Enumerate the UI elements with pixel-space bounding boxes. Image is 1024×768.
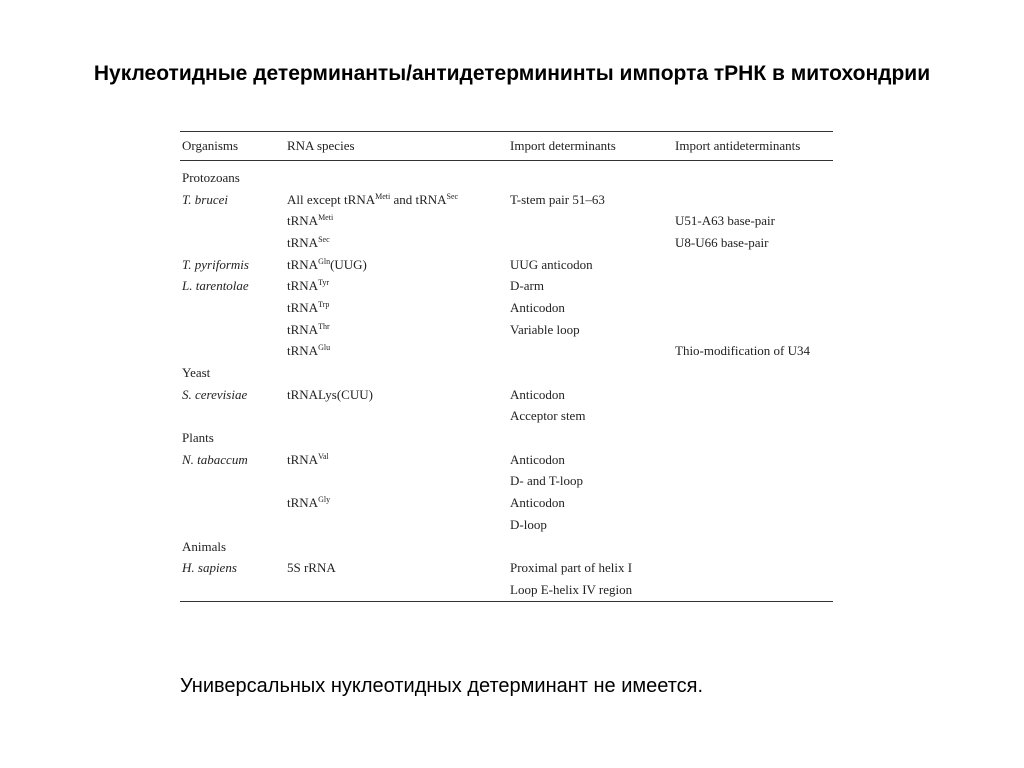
cell-rna-species	[285, 297, 508, 319]
rna-superscript: Val	[318, 451, 329, 461]
cell-import-antideterminant	[673, 579, 833, 601]
table-row	[180, 557, 833, 579]
cell-rna-species	[285, 406, 508, 428]
rna-text: and tRNA	[390, 191, 447, 207]
rna-text: tRNA	[287, 213, 319, 229]
cell-organism: S. cerevisiae	[182, 386, 248, 402]
cell-rna-species	[285, 189, 508, 211]
cell-import-determinant: Acceptor stem	[510, 408, 586, 424]
cell-organism: H. sapiens	[182, 560, 237, 576]
table-row	[180, 275, 833, 297]
cell-rna-species	[285, 210, 508, 232]
cell-organism	[180, 514, 285, 536]
cell-organism	[180, 492, 285, 514]
cell-organism	[180, 319, 285, 341]
cell-organism	[180, 341, 285, 363]
cell-import-determinant: UUG anticodon	[510, 256, 593, 272]
header-import-determinants: Import determinants	[510, 138, 616, 153]
table-row	[180, 427, 833, 449]
rna-text: tRNA	[287, 256, 319, 272]
cell-rna-species	[285, 557, 508, 579]
cell-import-antideterminant	[673, 471, 833, 493]
cell-organism: Plants	[182, 430, 214, 446]
cell-rna-species	[285, 427, 508, 449]
cell-rna-species	[285, 471, 508, 493]
cell-import-antideterminant	[673, 319, 833, 341]
rna-text: tRNA	[287, 278, 319, 294]
cell-import-determinant: T-stem pair 51–63	[510, 191, 605, 207]
cell-rna-species	[285, 492, 508, 514]
cell-import-antideterminant	[673, 449, 833, 471]
rna-superscript: Glu	[318, 343, 331, 353]
cell-organism: L. tarentolae	[182, 278, 249, 294]
cell-rna-species	[285, 514, 508, 536]
cell-rna-species	[285, 341, 508, 363]
rna-text: tRNA	[287, 234, 319, 250]
cell-import-antideterminant	[673, 536, 833, 558]
cell-rna-species	[285, 449, 508, 471]
cell-organism	[180, 232, 285, 254]
table-row	[180, 536, 833, 558]
cell-organism: Protozoans	[182, 169, 240, 185]
cell-import-determinant	[508, 232, 673, 254]
cell-organism: T. pyriformis	[182, 256, 249, 272]
rna-superscript: Gln	[318, 256, 331, 266]
cell-import-determinant: Variable loop	[510, 321, 580, 337]
cell-import-antideterminant	[673, 514, 833, 536]
cell-import-determinant: Anticodon	[510, 299, 565, 315]
cell-organism	[180, 579, 285, 601]
rna-text: All except tRNA	[287, 191, 376, 207]
rna-text: tRNALys(CUU)	[287, 386, 373, 402]
rna-text: tRNA	[287, 495, 319, 511]
table-body	[180, 161, 833, 602]
cell-rna-species	[285, 362, 508, 384]
table-row	[180, 579, 833, 601]
cell-rna-species	[285, 536, 508, 558]
cell-rna-species	[285, 161, 508, 189]
cell-import-antideterminant	[673, 297, 833, 319]
rna-text: (UUG)	[330, 256, 367, 272]
cell-rna-species	[285, 319, 508, 341]
rna-text: tRNA	[287, 321, 319, 337]
cell-import-determinant: Anticodon	[510, 386, 565, 402]
cell-organism: Yeast	[182, 365, 211, 381]
cell-import-antideterminant	[673, 427, 833, 449]
cell-import-antideterminant: U8-U66 base-pair	[675, 234, 769, 250]
cell-rna-species	[285, 384, 508, 406]
table-row	[180, 406, 833, 428]
table-row	[180, 384, 833, 406]
cell-import-antideterminant	[673, 275, 833, 297]
rna-superscript: Tyr	[318, 278, 330, 288]
rna-text: tRNA	[287, 343, 319, 359]
rna-superscript: Sec	[318, 234, 330, 244]
rna-text: tRNA	[287, 299, 319, 315]
cell-import-determinant: Anticodon	[510, 451, 565, 467]
cell-import-antideterminant: U51-A63 base-pair	[675, 213, 775, 229]
cell-rna-species	[285, 579, 508, 601]
cell-rna-species	[285, 232, 508, 254]
cell-organism: N. tabaccum	[182, 451, 248, 467]
determinants-table	[180, 131, 833, 602]
cell-import-antideterminant	[673, 254, 833, 276]
table-row	[180, 362, 833, 384]
table-row	[180, 514, 833, 536]
rna-text: 5S rRNA	[287, 560, 336, 576]
cell-import-determinant	[508, 161, 673, 189]
cell-import-determinant: Proximal part of helix I	[510, 560, 633, 576]
slide-title: Нуклеотидные детерминанты/антидетермининты импорта тРНК в митохондрии	[93, 62, 931, 85]
cell-import-determinant	[508, 341, 673, 363]
rna-superscript: Sec	[446, 191, 459, 201]
table-row	[180, 232, 833, 254]
table-row	[180, 319, 833, 341]
cell-import-antideterminant	[673, 384, 833, 406]
cell-import-determinant	[508, 362, 673, 384]
rna-superscript: Meti	[375, 191, 391, 201]
cell-rna-species	[285, 275, 508, 297]
rna-superscript: Gly	[318, 495, 331, 505]
determinants-table-container	[180, 131, 833, 602]
table-row	[180, 297, 833, 319]
rna-superscript: Trp	[318, 299, 330, 309]
rna-superscript: Thr	[318, 321, 330, 331]
cell-import-antideterminant	[673, 557, 833, 579]
cell-import-antideterminant	[673, 406, 833, 428]
cell-import-determinant: Anticodon	[510, 495, 565, 511]
table-row	[180, 341, 833, 363]
rna-text: tRNA	[287, 451, 319, 467]
cell-organism	[180, 471, 285, 493]
table-row	[180, 189, 833, 211]
cell-import-determinant	[508, 210, 673, 232]
cell-organism: T. brucei	[182, 191, 228, 207]
cell-import-determinant	[508, 536, 673, 558]
cell-import-antideterminant	[673, 492, 833, 514]
cell-organism	[180, 210, 285, 232]
cell-import-antideterminant	[673, 189, 833, 211]
cell-organism: Animals	[182, 538, 227, 554]
table-row	[180, 254, 833, 276]
table-row	[180, 449, 833, 471]
table-row	[180, 210, 833, 232]
cell-import-determinant: Loop E-helix IV region	[510, 581, 633, 597]
cell-import-antideterminant	[673, 161, 833, 189]
cell-import-determinant	[508, 427, 673, 449]
cell-import-determinant: D-arm	[510, 278, 544, 294]
rna-superscript: Meti	[318, 213, 334, 223]
cell-import-determinant: D-loop	[510, 516, 547, 532]
header-rna-species: RNA species	[287, 138, 355, 153]
cell-organism	[180, 297, 285, 319]
table-row	[180, 471, 833, 493]
table-row	[180, 161, 833, 189]
header-organisms: Organisms	[182, 138, 239, 153]
footer-note: Универсальных нуклеотидных детерминант не имеется.	[180, 675, 704, 697]
cell-organism	[180, 406, 285, 428]
table-header-row	[180, 132, 833, 161]
cell-import-determinant: D- and T-loop	[510, 473, 583, 489]
table-row	[180, 492, 833, 514]
cell-import-antideterminant	[673, 362, 833, 384]
cell-import-antideterminant: Thio-modification of U34	[675, 343, 811, 359]
cell-rna-species	[285, 254, 508, 276]
header-import-antideterminants: Import antideterminants	[675, 138, 801, 153]
